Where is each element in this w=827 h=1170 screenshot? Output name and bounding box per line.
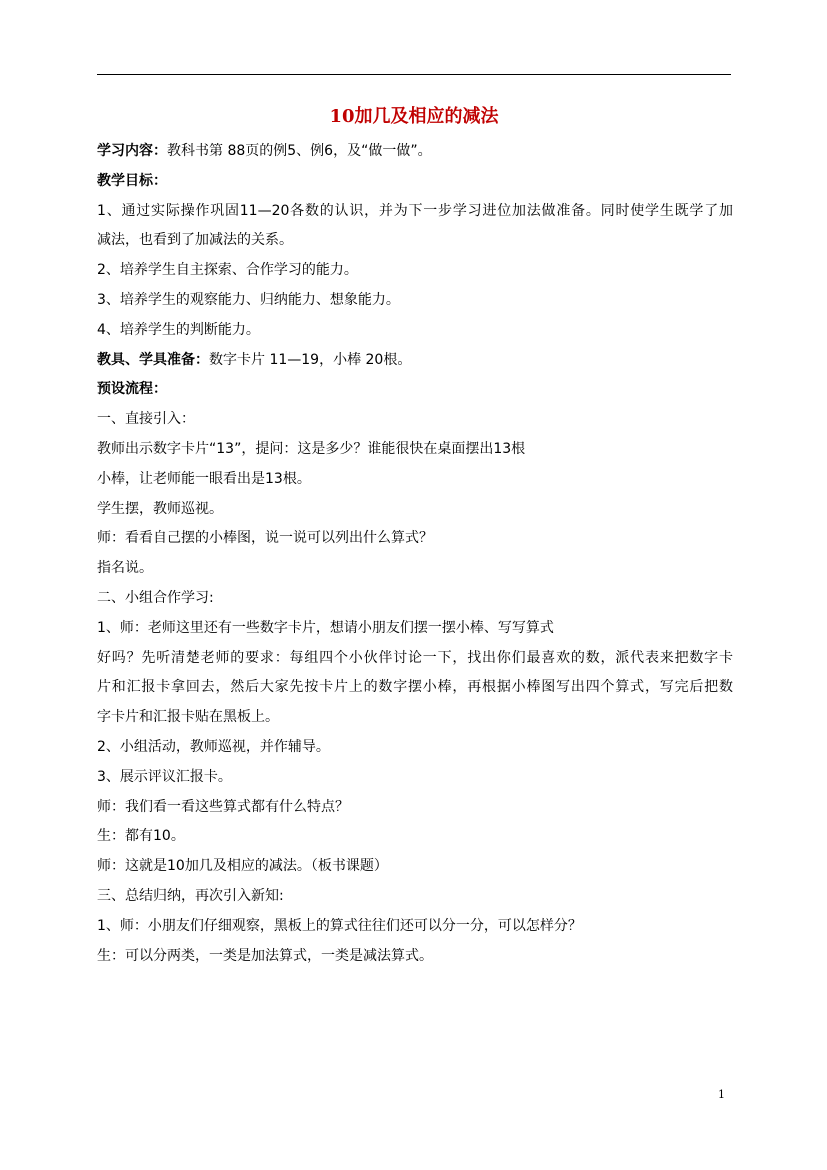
goal-3: 3、培养学生的观察能力、归纳能力、想象能力。	[97, 291, 400, 308]
section-1-line-5: 指名说。	[97, 560, 153, 577]
teaching-goals-heading: 教学目标：	[97, 172, 167, 189]
section-2-line-5: 2、小组活动，教师巡视，并作辅导。	[97, 738, 330, 755]
process-heading: 预设流程：	[97, 381, 167, 398]
goal-1-line-2: 减法，也看到了加减法的关系。	[97, 232, 293, 249]
section-2-line-4: 字卡片和汇报卡贴在黑板上。	[97, 709, 279, 726]
study-content-text: 教科书第 88页的例5、例6，及“做一做”。	[167, 143, 432, 159]
document-title: 10加几及相应的减法	[329, 106, 499, 127]
section-2-line-9: 师：这就是10加几及相应的减法。（板书课题）	[97, 858, 388, 875]
teaching-tools-line	[97, 346, 733, 376]
study-content-label: 学习内容：	[97, 143, 167, 159]
section-3-line-1: 1、师：小朋友们仔细观察，黑板上的算式往往们还可以分一分，可以怎样分？	[97, 917, 582, 934]
section-2-heading: 二、小组合作学习:	[97, 589, 214, 606]
section-1-line-4: 师：看看自己摆的小棒图，说一说可以列出什么算式？	[97, 530, 433, 547]
goal-1-line-1: 1、通过实际操作巩固11—20各数的认识，并为下一步学习进位加法做准备。同时使学生既学了加	[97, 202, 733, 219]
section-1-line-2: 小棒，让老师能一眼看出是13根。	[97, 470, 311, 487]
page-number: 1	[718, 1088, 725, 1101]
section-2-line-8: 生：都有10。	[97, 828, 185, 845]
goal-2: 2、培养学生自主探索、合作学习的能力。	[97, 262, 358, 279]
teaching-tools-label: 教具、学具准备：	[97, 351, 209, 368]
section-3-heading: 三、总结归纳，再次引入新知:	[97, 887, 284, 904]
section-2-line-7: 师：我们看一看这些算式都有什么特点？	[97, 798, 349, 815]
section-1-heading: 一、直接引入：	[97, 411, 195, 428]
teaching-tools-text: 数字卡片 11—19，小棒 20根。	[209, 351, 412, 368]
section-1-line-3: 学生摆，教师巡视。	[97, 500, 223, 517]
document-body	[97, 137, 733, 971]
section-2-line-6: 3、展示评议汇报卡。	[97, 768, 232, 785]
header-rule	[97, 74, 731, 75]
section-2-line-3: 片和汇报卡拿回去，然后大家先按卡片上的数字摆小棒，再根据小棒图写出四个算式，写完后把数	[97, 679, 733, 696]
section-2-line-1: 1、师：老师这里还有一些数字卡片，想请小朋友们摆一摆小棒、写写算式	[97, 619, 554, 636]
section-3-line-2: 生：可以分两类，一类是加法算式，一类是减法算式。	[97, 947, 433, 964]
section-1-line-1: 教师出示数字卡片“13”，提问：这是多少？谁能很快在桌面摆出13根	[97, 440, 526, 457]
goal-4: 4、培养学生的判断能力。	[97, 321, 260, 338]
study-content-line	[97, 137, 733, 167]
section-2-line-2: 好吗？先听清楚老师的要求：每组四个小伙伴讨论一下，找出你们最喜欢的数，派代表来把数字卡	[97, 649, 733, 666]
